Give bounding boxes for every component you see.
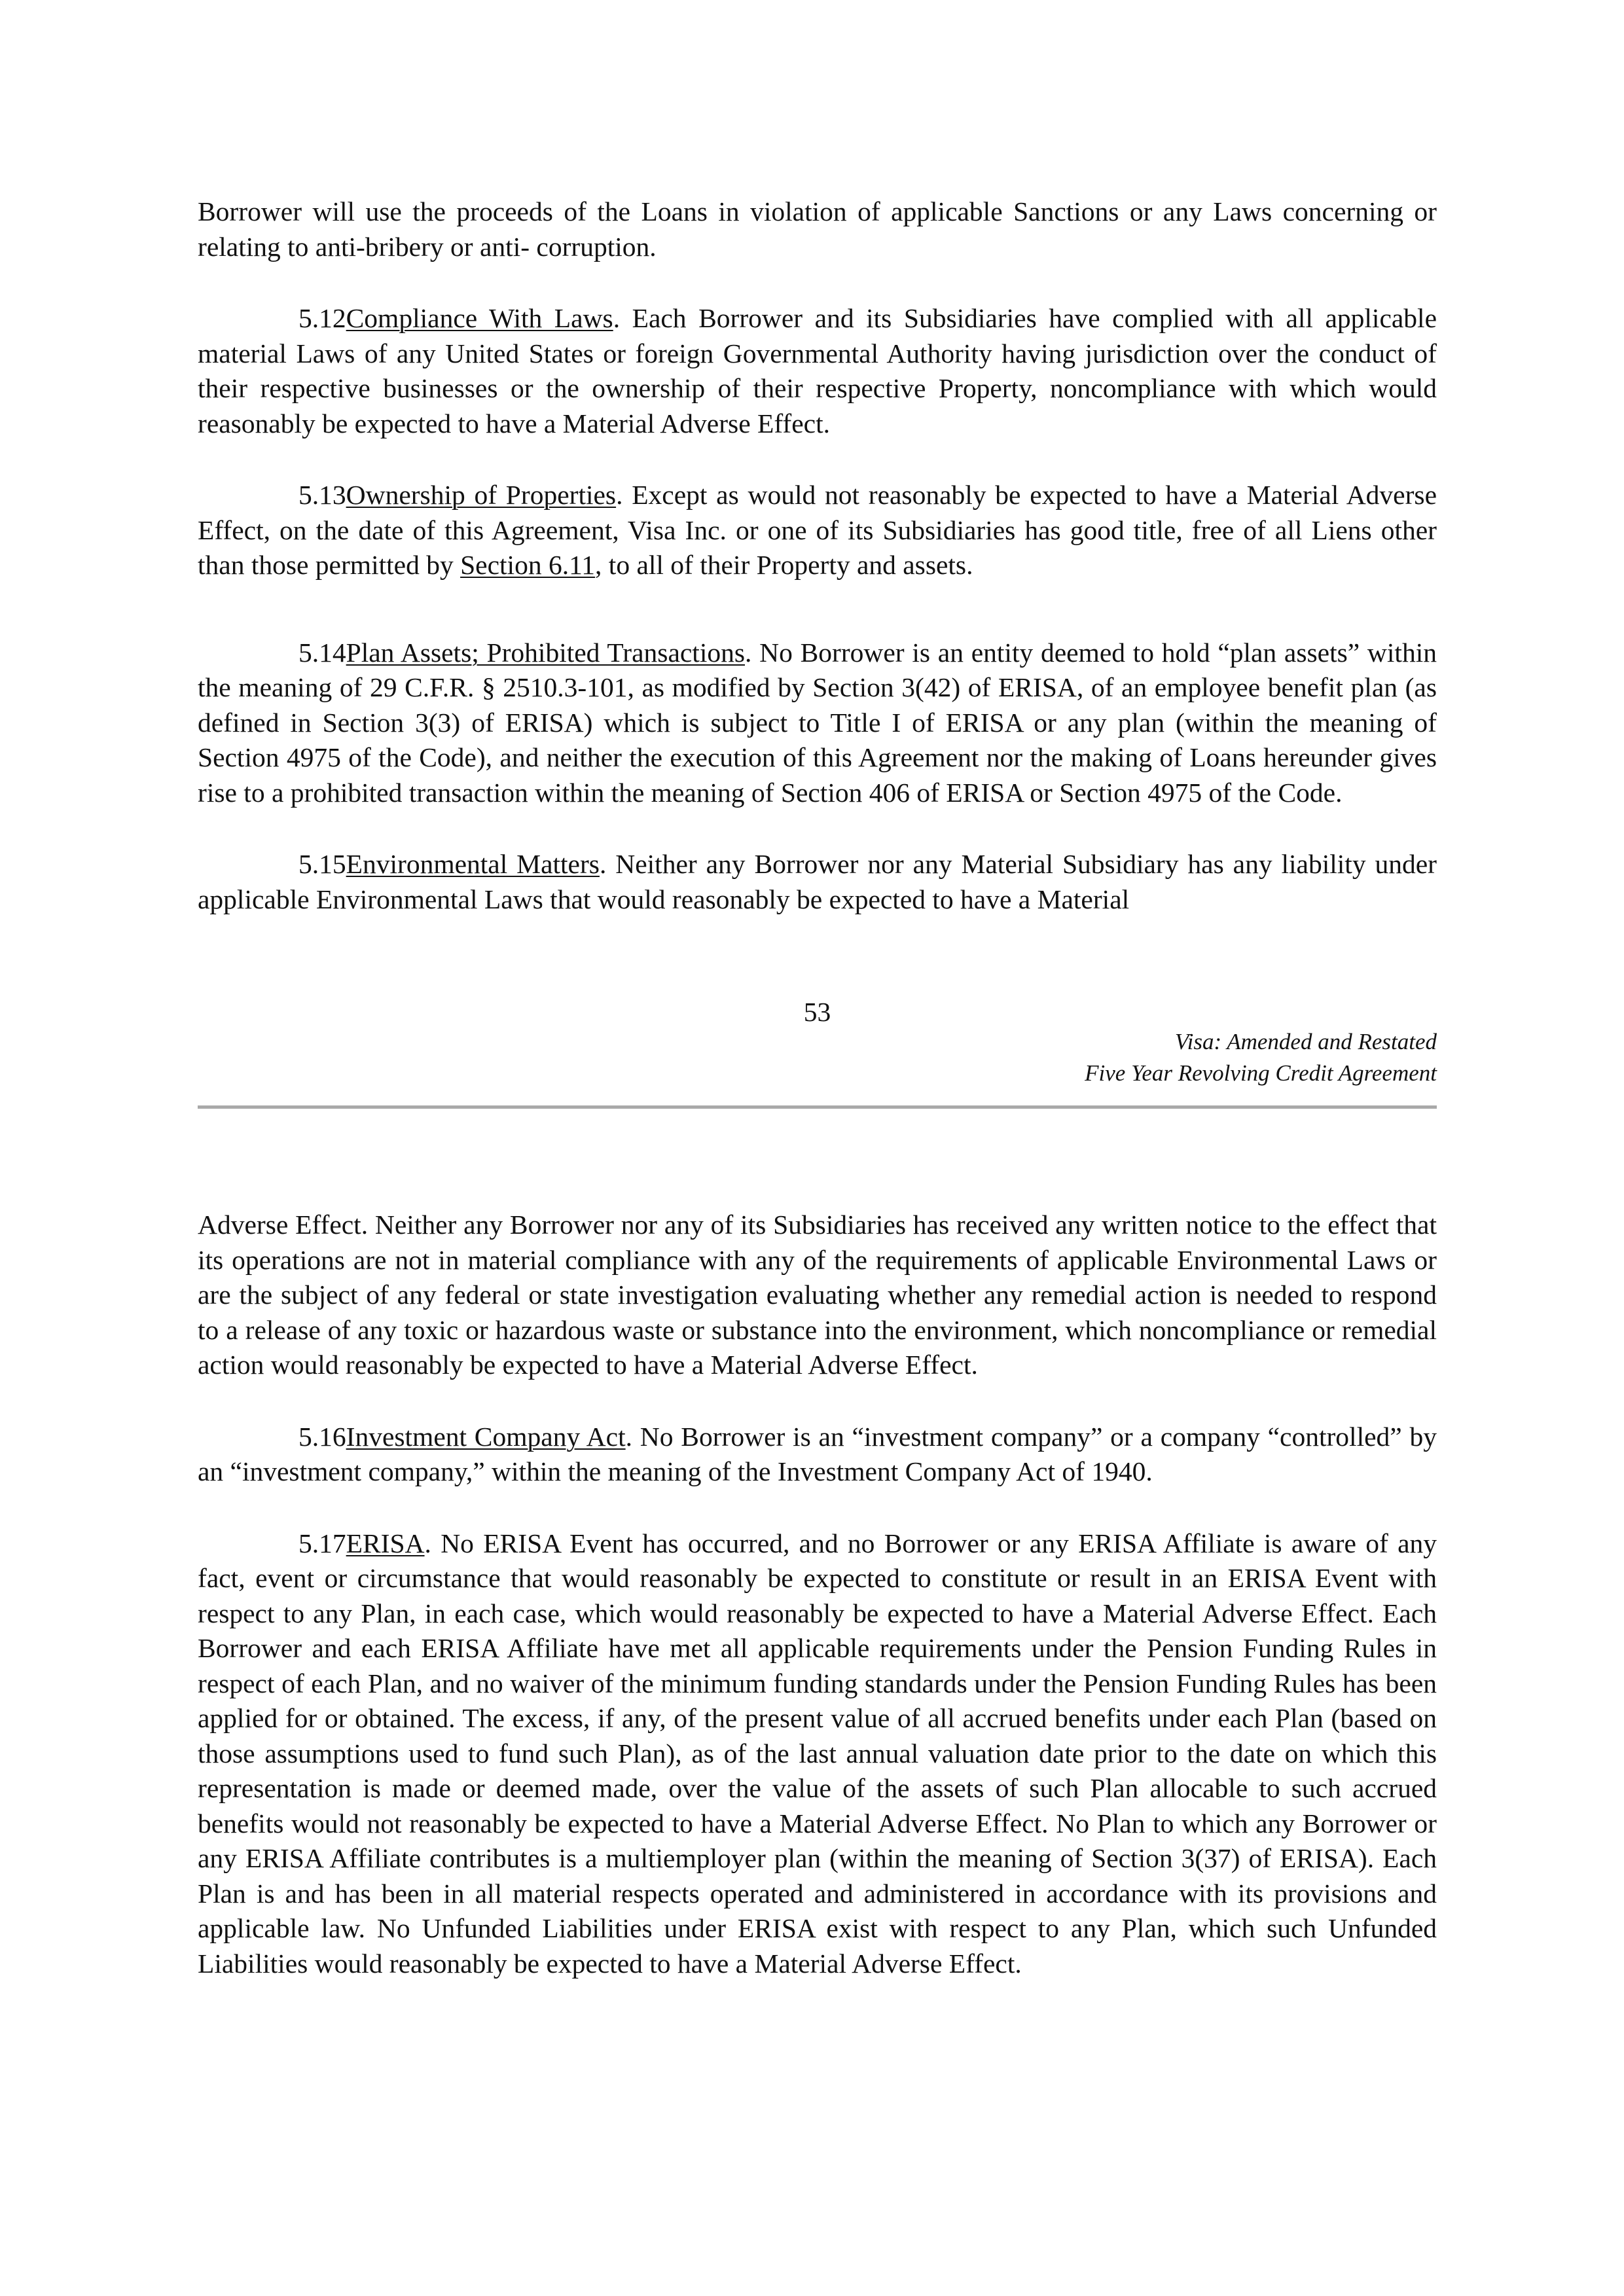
section-5-12 [198,301,1437,441]
page-54-body [198,1208,1437,1981]
section-number: 5.13 [298,480,346,510]
section-number: 5.12 [298,303,346,333]
section-text: . Except as would not reasonably be expected to have a Material Adverse Effect, on the date of this Agreement, Visa Inc. or one of its Subsidiaries has good title, free of all Liens other than those permitted by [198,480,1437,580]
page-divider [198,1105,1437,1109]
section-number: 5.17 [298,1528,346,1558]
section-5-17 [198,1526,1437,1982]
section-number: 5.15 [298,849,346,879]
section-text: . Neither any Borrower nor any Material Subsidiary has any liability under applicable Environmental Laws that would reasonably be expected to have a Material [198,849,1437,914]
section-number: 5.14 [298,637,346,668]
page-53-body [198,194,1437,917]
page-number: 53 [803,997,831,1027]
continuation-paragraph: Borrower will use the proceeds of the Loans in violation of applicable Sanctions or any Laws concerning or relating to anti-bribery or anti- corruption. [198,196,1437,262]
section-heading: Compliance With Laws [346,303,613,333]
section-5-16 [198,1420,1437,1490]
section-heading: Ownership of Properties [346,480,617,510]
section-text: . No ERISA Event has occurred, and no Borrower or any ERISA Affiliate is aware of any fact, event or circumstance that would reasonably be expected to constitute or result in an ERISA Event with respect to any Plan, in each case, which would reasonably be expected to have a Material Adverse Effect. Each Borrower and each ERISA Affiliate have met all applicable requirements under the Pension Funding Rules in respect of each Plan, and no waiver of the minimum funding standards under the Pension Funding Rules has been applied for or obtained. The excess, if any, of the present value of all accrued benefits under each Plan (based on those assumptions used to fund such Plan), as of the last annual valuation date prior to the date on which this representation is made or deemed made, over the value of the assets of such Plan allocable to such accrued benefits would not reasonably be expected to have a Material Adverse Effect. No Plan to which any Borrower or any ERISA Affiliate contributes is a multiemployer plan (within the meaning of Section 3(37) of ERISA). Each Plan is and has been in all material respects operated and administered in accordance with its provisions and applicable law. No Unfunded Liabilities under ERISA exist with respect to any Plan, which such Unfunded Liabilities would reasonably be expected to have a Material Adverse Effect. [198,1528,1437,1979]
footer-line-subtitle: Five Year Revolving Credit Agreement [1085,1060,1437,1086]
section-5-14 [198,636,1437,811]
section-5-15 [198,847,1437,917]
footer-line-title: Visa: Amended and Restated [1174,1029,1437,1054]
section-number: 5.16 [298,1421,346,1452]
section-heading: ERISA [346,1528,425,1558]
section-text: , to all of their Property and assets. [595,550,973,580]
section-text: . No Borrower is an “investment company” or a company “controlled” by an “investment company,” within the meaning of the Investment Company Act of 1940. [198,1421,1437,1486]
section-heading: Environmental Matters [346,849,600,879]
section-heading: Investment Company Act [346,1421,626,1452]
section-heading: Plan Assets; Prohibited Transactions [346,637,745,668]
section-text: . Each Borrower and its Subsidiaries have complied with all applicable material Laws of any United States or foreign Governmental Authority having jurisdiction over the conduct of their respective businesses or the ownership of their respective Property, noncompliance with which would reasonably be expected to have a Material Adverse Effect. [198,303,1437,439]
section-text: . No Borrower is an entity deemed to hold “plan assets” within the meaning of 29 C.F.R. § 2510.3-101, as modified by Section 3(42) of ERISA, of an employee benefit plan (as defined in Section 3(3) of ERISA) which is subject to Title I of ERISA or any plan (within the meaning of Section 4975 of the Code), and neither the execution of this Agreement nor the making of Loans hereunder gives rise to a prohibited transaction within the meaning of Section 406 of ERISA or Section 4975 of the Code. [198,637,1437,808]
section-5-13 [198,478,1437,583]
page-footer [198,1026,1437,1089]
continuation-paragraph: Adverse Effect. Neither any Borrower nor any of its Subsidiaries has received any written notice to the effect that its operations are not in material compliance with any of the requirements of applicable Environmental Laws or are the subject of any federal or state investigation evaluating whether any remedial action is needed to respond to a release of any toxic or hazardous waste or substance into the environment, which noncompliance or remedial action would reasonably be expected to have a Material Adverse Effect. [198,1210,1437,1380]
section-cross-reference-link[interactable]: Section 6.11 [460,550,596,580]
